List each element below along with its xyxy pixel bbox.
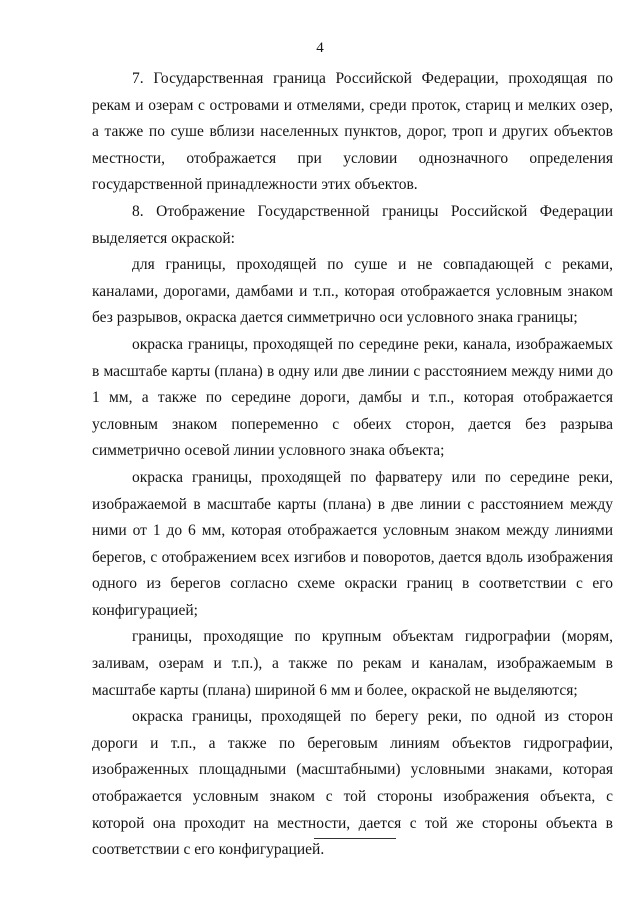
paragraph-7: 7. Государственная граница Российской Федерации, проходящая по рекам и озерам с островами и отмелями, среди проток, стариц и мелких озер, а также по суше вблизи населенных пунктов, дорог, троп и других объектов местности, отображается при условии однозначного определения государственной принадлежности этих объектов. [92,70,613,194]
paragraph-river-middle: окраска границы, проходящей по середине реки, канала, изображаемых в масштабе карты (плана) в одну или две линии с расстоянием между ними до 1 мм, а также по середине дороги, дамбы и т.п., которая отображается условным знаком попеременно с обеих сторон, дается без разрыва симметрично осевой линии условного знака объекта; [92,335,613,460]
paragraph-large-water: границы, проходящие по крупным объектам гидрографии (морям, заливам, озерам и т.п.), а также по рекам и каналам, изображаемым в масштабе карты (плана) шириной 6 мм и более, окраской не выделяются; [92,628,613,699]
paragraph-land-border: для границы, проходящей по суше и не совпадающей с реками, каналами, дорогами, дамбами и т.п., которая отображается условным знаком без разрывов, окраска дается симметрично оси условного знака границы; [92,256,613,327]
page-number: 4 [316,40,324,56]
paragraph-8: 8. Отображение Государственной границы Российской Федерации выделяется окраской: [92,202,613,247]
paragraph-river-bank: окраска границы, проходящей по берегу реки, по одной из сторон дороги и т.п., а также по береговым линиям объектов гидрографии, изображенных площадными (масштабными) условными знаками, которая отображается условным знаком с той стороны изображения объекта, с которой она проходит на местности, дается с той же стороны объекта в соответствии с его конфигурацией. [92,708,613,859]
end-divider-line [314,838,396,839]
paragraph-fairway: окраска границы, проходящей по фарватеру или по середине реки, изображаемой в масштабе карты (плана) в две линии с расстоянием между ними от 1 до 6 мм, которая отображается условным знаком между линиями берегов, с отображением всех изгибов и поворотов, дается вдоль изображения одного из берегов согласно схеме окраски границ в соответствии с его конфигурацией; [92,468,613,619]
document-body [92,66,613,864]
